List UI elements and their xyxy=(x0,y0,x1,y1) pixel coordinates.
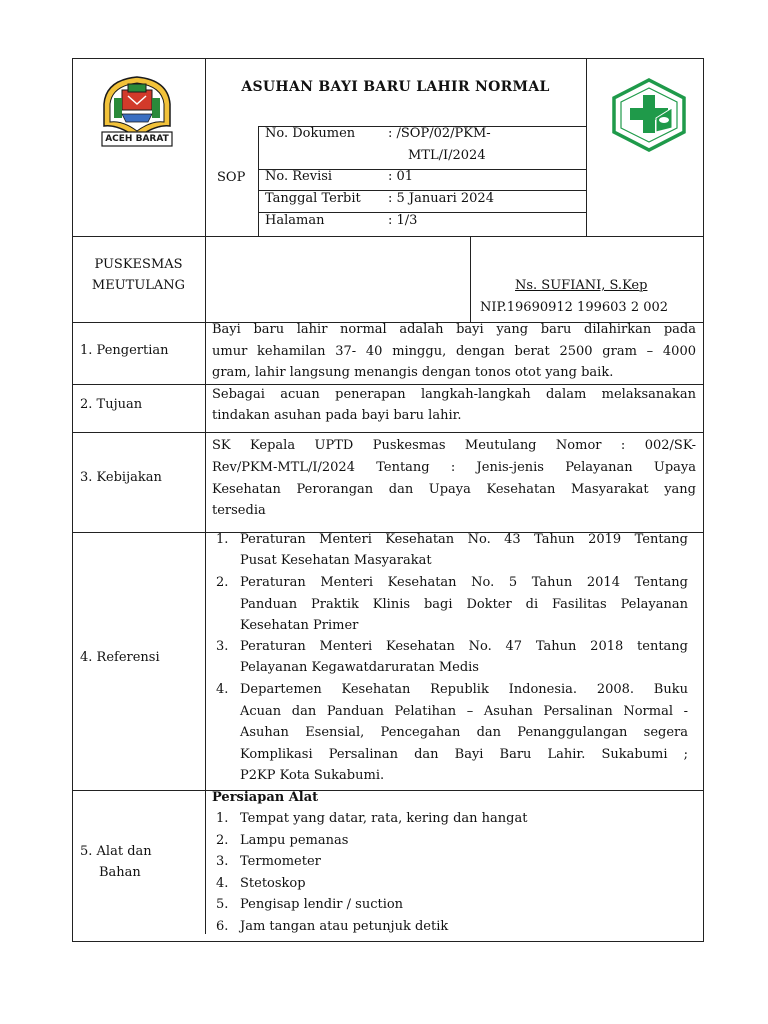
alat-item-3-number: 3. xyxy=(216,854,229,869)
tujuan-label: 2. Tujuan xyxy=(80,397,143,412)
referensi-label: 4. Referensi xyxy=(80,650,160,665)
issue-date-value: : 5 Januari 2024 xyxy=(388,191,494,206)
pengertian-line-2: umur kehamilan 37- 40 minggu, dengan berat 2500 gram – 4000 xyxy=(212,344,696,359)
pengertian-label: 1. Pengertian xyxy=(80,343,169,358)
referensi-item-4-line-5: P2KP Kota Sukabumi. xyxy=(240,768,385,783)
tujuan-line-2: tindakan asuhan pada bayi baru lahir. xyxy=(212,408,462,423)
doc-number-value: : /SOP/02/PKM- xyxy=(388,126,491,141)
alat-item-3: Termometer xyxy=(240,854,321,869)
alat-item-6: Jam tangan atau petunjuk detik xyxy=(240,919,449,934)
referensi-item-3-line-2: Pelayanan Kegawatdaruratan Medis xyxy=(240,660,479,675)
revision-label: No. Revisi xyxy=(265,169,333,184)
referensi-item-1-line-2: Pusat Kesehatan Masyarakat xyxy=(240,553,432,568)
pengertian-line-1: Bayi baru lahir normal adalah bayi yang baru dilahirkan pada xyxy=(212,322,696,337)
kebijakan-line-2: Rev/PKM-MTL/I/2024 Tentang : Jenis-jenis Pelayanan Upaya xyxy=(212,460,696,475)
doc-number-value-cont: MTL/I/2024 xyxy=(408,148,486,163)
alat-item-1-number: 1. xyxy=(216,811,229,826)
alat-item-4: Stetoskop xyxy=(240,876,306,891)
kebijakan-line-1: SK Kepala UPTD Puskesmas Meutulang Nomor : 002/SK- xyxy=(212,438,696,453)
referensi-item-1-number: 1. xyxy=(216,532,229,547)
puskesmas-logo xyxy=(610,78,688,152)
document-title: ASUHAN BAYI BARU LAHIR NORMAL xyxy=(241,79,550,95)
kebijakan-label: 3. Kebijakan xyxy=(80,470,162,485)
page-label: Halaman xyxy=(265,213,325,228)
referensi-item-2-line-3: Kesehatan Primer xyxy=(240,618,359,633)
referensi-item-2-line-1: Peraturan Menteri Kesehatan No. 5 Tahun 2014 Tentang xyxy=(240,575,688,590)
referensi-item-4-line-4: Komplikasi Persalinan dan Bayi Baru Lahir. Sukabumi ; xyxy=(240,747,688,762)
page-value: : 1/3 xyxy=(388,213,418,228)
alat-label-line2: Bahan xyxy=(99,865,141,880)
referensi-item-2-number: 2. xyxy=(216,575,229,590)
alat-item-4-number: 4. xyxy=(216,876,229,891)
org-name-line2: MEUTULANG xyxy=(91,278,186,293)
kebijakan-line-3: Kesehatan Perorangan dan Upaya Kesehatan Masyarakat yang xyxy=(212,482,696,497)
signer-nip: NIP.19690912 199603 2 002 xyxy=(480,300,669,315)
alat-heading: Persiapan Alat xyxy=(212,790,319,805)
logo-label: ACEH BARAT xyxy=(105,134,169,144)
referensi-item-4-line-1: Departemen Kesehatan Republik Indonesia. 2008. Buku xyxy=(240,682,688,697)
alat-item-2: Lampu pemanas xyxy=(240,833,349,848)
revision-value: : 01 xyxy=(388,169,414,184)
referensi-item-2-line-2: Panduan Praktik Klinis bagi Dokter di Fasilitas Pelayanan xyxy=(240,597,688,612)
alat-label-line1: 5. Alat dan xyxy=(80,844,152,859)
referensi-item-1-line-1: Peraturan Menteri Kesehatan No. 43 Tahun 2019 Tentang xyxy=(240,532,688,547)
alat-item-5-number: 5. xyxy=(216,897,229,912)
referensi-item-4-line-2: Acuan dan Panduan Pelatihan – Asuhan Persalinan Normal - xyxy=(240,704,688,719)
alat-item-2-number: 2. xyxy=(216,833,229,848)
kebijakan-line-4: tersedia xyxy=(212,503,266,518)
signer-name: Ns. SUFIANI, S.Kep xyxy=(515,278,648,293)
pengertian-line-3: gram, lahir langsung menangis dengan tonos otot yang baik. xyxy=(212,365,614,380)
tujuan-line-1: Sebagai acuan penerapan langkah-langkah dalam melaksanakan xyxy=(212,387,696,402)
alat-item-5: Pengisap lendir / suction xyxy=(240,897,404,912)
aceh-barat-logo xyxy=(98,74,176,150)
referensi-item-4-number: 4. xyxy=(216,682,229,697)
alat-item-1: Tempat yang datar, rata, kering dan hangat xyxy=(240,811,528,826)
org-name-line1: PUSKESMAS xyxy=(94,257,183,272)
issue-date-label: Tanggal Terbit xyxy=(265,191,361,206)
alat-item-6-number: 6. xyxy=(216,919,229,934)
sop-label: SOP xyxy=(217,170,246,185)
doc-number-label: No. Dokumen xyxy=(265,126,356,141)
referensi-item-3-line-1: Peraturan Menteri Kesehatan No. 47 Tahun 2018 tentang xyxy=(240,639,688,654)
referensi-item-4-line-3: Asuhan Esensial, Pencegahan dan Penanggulangan segera xyxy=(240,725,688,740)
referensi-item-3-number: 3. xyxy=(216,639,229,654)
